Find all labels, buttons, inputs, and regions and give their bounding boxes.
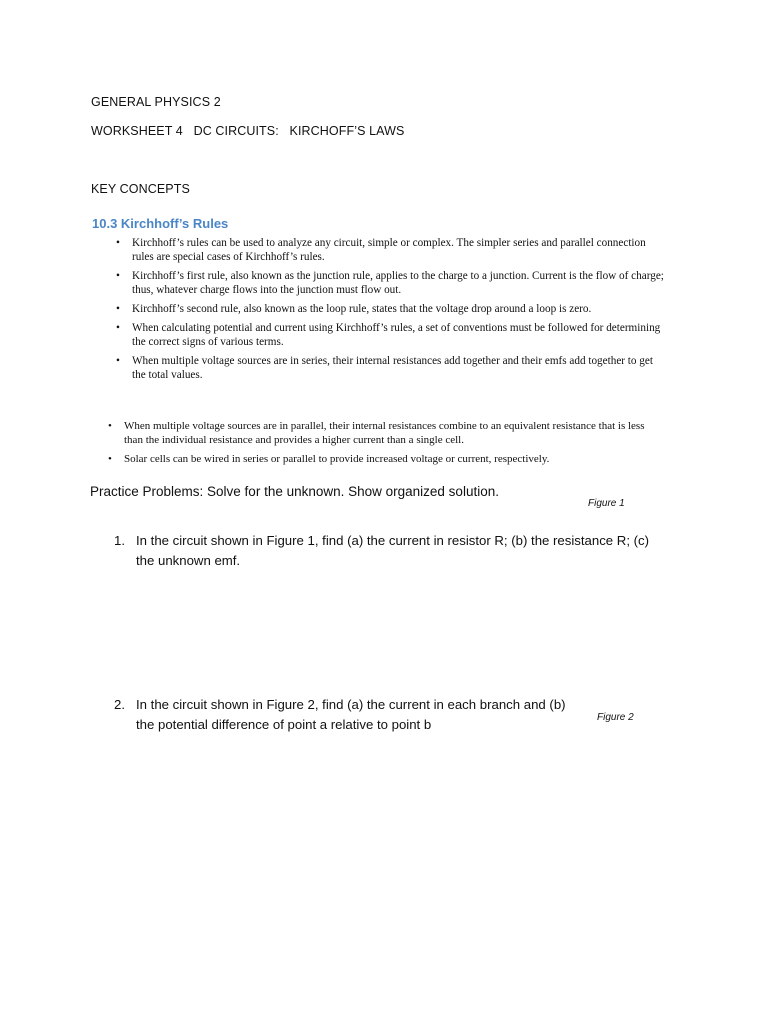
problem-number: 2.: [114, 697, 125, 712]
rules-bullet: • Kirchhoff’s rules can be used to analyze any circuit, simple or complex. The simpler series and parallel connection rules are special cases of Kirchhoff’s rules.: [116, 236, 664, 264]
rules-bullet-list: [116, 236, 664, 387]
problem-text: In the circuit shown in Figure 1, find (a) the current in resistor R; (b) the resistance R; (c) the unknown emf.: [136, 533, 650, 568]
rules-bullet: • Kirchhoff’s second rule, also known as the loop rule, states that the voltage drop around a loop is zero.: [116, 302, 664, 316]
figure-1-label: Figure 1: [588, 498, 625, 509]
problem-number: 1.: [114, 533, 125, 548]
course-title: GENERAL PHYSICS 2: [91, 95, 221, 109]
extra-bullet-list: [108, 419, 664, 471]
key-concepts-heading: KEY CONCEPTS: [91, 182, 190, 196]
problem-2: [114, 695, 584, 735]
problem-text: In the circuit shown in Figure 2, find (a) the current in each branch and (b) the potential difference of point a relative to point b: [136, 697, 566, 732]
rules-bullet: • When calculating potential and current using Kirchhoff’s rules, a set of conventions must be followed for determining the correct signs of various terms.: [116, 321, 664, 349]
rules-section-title: 10.3 Kirchhoff’s Rules: [92, 216, 229, 231]
practice-heading: Practice Problems: Solve for the unknown. Show organized solution.: [90, 484, 499, 499]
figure-2-label: Figure 2: [597, 712, 634, 723]
rules-bullet: • Kirchhoff’s first rule, also known as the junction rule, applies to the charge to a junction. Current is the flow of charge; thus, whatever charge flows into the junction must flow out.: [116, 269, 664, 297]
rules-bullet: • When multiple voltage sources are in parallel, their internal resistances combine to an equivalent resistance that is less than the individual resistance and provides a higher current than a single cell.: [108, 419, 664, 447]
rules-bullet: • Solar cells can be wired in series or parallel to provide increased voltage or current, respectively.: [108, 452, 664, 466]
problem-1: [114, 531, 654, 571]
worksheet-title: WORKSHEET 4 DC CIRCUITS: KIRCHOFF’S LAWS: [91, 124, 405, 138]
rules-bullet: • When multiple voltage sources are in series, their internal resistances add together and their emfs add together to get the total values.: [116, 354, 664, 382]
